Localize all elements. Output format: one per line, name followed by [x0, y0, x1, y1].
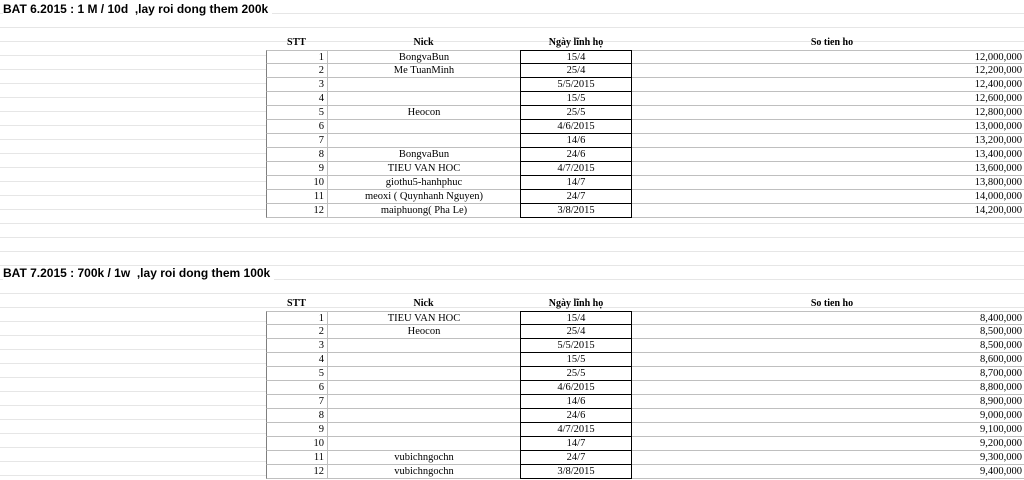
table-row: [0, 50, 1024, 64]
nick-cell[interactable]: TIEU VAN HOC: [327, 162, 520, 176]
date-cell[interactable]: 3/8/2015: [520, 204, 632, 218]
date-cell[interactable]: 14/7: [520, 437, 632, 451]
row-number-cell[interactable]: 6: [266, 120, 327, 134]
amount-cell[interactable]: 9,200,000: [632, 437, 1024, 451]
column-header-stt: STT: [287, 298, 306, 309]
amount-cell[interactable]: 12,800,000: [632, 106, 1024, 120]
amount-cell[interactable]: 12,200,000: [632, 64, 1024, 78]
table-row: [0, 92, 1024, 106]
date-cell[interactable]: 25/5: [520, 106, 632, 120]
date-cell[interactable]: 24/7: [520, 451, 632, 465]
date-cell[interactable]: 4/6/2015: [520, 120, 632, 134]
nick-cell[interactable]: BongvaBun: [327, 148, 520, 162]
amount-cell[interactable]: 8,500,000: [632, 325, 1024, 339]
date-cell[interactable]: 15/5: [520, 353, 632, 367]
row-number-cell[interactable]: 5: [266, 106, 327, 120]
nick-cell[interactable]: [327, 134, 520, 148]
nick-cell[interactable]: vubichngochn: [327, 465, 520, 479]
column-header-date: Ngày lĩnh họ: [548, 37, 604, 48]
amount-cell[interactable]: 9,000,000: [632, 409, 1024, 423]
table-row: [0, 120, 1024, 134]
table-row: [0, 134, 1024, 148]
row-number-cell[interactable]: 8: [266, 409, 327, 423]
amount-cell[interactable]: 13,600,000: [632, 162, 1024, 176]
table-row: [0, 353, 1024, 367]
nick-cell[interactable]: [327, 78, 520, 92]
amount-cell[interactable]: 8,400,000: [632, 311, 1024, 325]
date-cell[interactable]: 24/6: [520, 148, 632, 162]
date-cell[interactable]: 14/6: [520, 134, 632, 148]
column-header-amount: So tien ho: [810, 37, 854, 48]
table-row: [0, 176, 1024, 190]
table-row: [0, 162, 1024, 176]
date-cell[interactable]: 24/7: [520, 190, 632, 204]
row-number-cell[interactable]: 9: [266, 162, 327, 176]
column-header-nick: Nick: [413, 37, 434, 48]
table-row: [0, 451, 1024, 465]
table-row: [0, 148, 1024, 162]
amount-cell[interactable]: 8,900,000: [632, 395, 1024, 409]
date-cell[interactable]: 24/6: [520, 409, 632, 423]
nick-cell[interactable]: [327, 339, 520, 353]
table-row: [0, 78, 1024, 92]
amount-cell[interactable]: 12,000,000: [632, 50, 1024, 64]
amount-cell[interactable]: 12,600,000: [632, 92, 1024, 106]
table-row: [0, 437, 1024, 451]
column-header-stt: STT: [287, 37, 306, 48]
amount-cell[interactable]: 13,800,000: [632, 176, 1024, 190]
nick-cell[interactable]: [327, 395, 520, 409]
nick-cell[interactable]: [327, 92, 520, 106]
amount-cell[interactable]: 14,000,000: [632, 190, 1024, 204]
date-cell[interactable]: 4/7/2015: [520, 423, 632, 437]
nick-cell[interactable]: [327, 367, 520, 381]
date-cell[interactable]: 3/8/2015: [520, 465, 632, 479]
table-row: [0, 465, 1024, 479]
row-number-cell[interactable]: 10: [266, 176, 327, 190]
table-header: [0, 297, 1024, 311]
table-body: [0, 311, 1024, 479]
table-row: [0, 367, 1024, 381]
amount-cell[interactable]: 13,200,000: [632, 134, 1024, 148]
nick-cell[interactable]: [327, 437, 520, 451]
row-number-cell[interactable]: 6: [266, 381, 327, 395]
nick-cell[interactable]: meoxi ( Quynhanh Nguyen): [327, 190, 520, 204]
date-cell[interactable]: 4/7/2015: [520, 162, 632, 176]
amount-cell[interactable]: 8,500,000: [632, 339, 1024, 353]
row-number-cell[interactable]: 11: [266, 451, 327, 465]
table-row: [0, 311, 1024, 325]
row-number-cell[interactable]: 11: [266, 190, 327, 204]
nick-cell[interactable]: giothu5-hanhphuc: [327, 176, 520, 190]
row-number-cell[interactable]: 1: [266, 50, 327, 64]
row-number-cell[interactable]: 8: [266, 148, 327, 162]
table-row: [0, 409, 1024, 423]
column-header-date: Ngày lĩnh họ: [548, 298, 604, 309]
row-number-cell[interactable]: 3: [266, 339, 327, 353]
date-cell[interactable]: 25/4: [520, 325, 632, 339]
row-number-cell[interactable]: 7: [266, 134, 327, 148]
date-cell[interactable]: 14/6: [520, 395, 632, 409]
row-number-cell[interactable]: 2: [266, 64, 327, 78]
section-title: BAT 7.2015 : 700k / 1w ,lay roi dong them 100k: [3, 266, 274, 280]
row-number-cell[interactable]: 4: [266, 92, 327, 106]
nick-cell[interactable]: [327, 381, 520, 395]
table-row: [0, 395, 1024, 409]
amount-cell[interactable]: 9,100,000: [632, 423, 1024, 437]
table-body: [0, 50, 1024, 218]
table-row: [0, 204, 1024, 218]
nick-cell[interactable]: maiphuong( Pha Le): [327, 204, 520, 218]
date-cell[interactable]: 5/5/2015: [520, 339, 632, 353]
amount-cell[interactable]: 8,800,000: [632, 381, 1024, 395]
column-header-nick: Nick: [413, 298, 434, 309]
section-title: BAT 6.2015 : 1 M / 10d ,lay roi dong them 200k: [3, 2, 272, 16]
nick-cell[interactable]: TIEU VAN HOC: [327, 311, 520, 325]
date-cell[interactable]: 15/4: [520, 311, 632, 325]
column-header-amount: So tien ho: [810, 298, 854, 309]
nick-cell[interactable]: Heocon: [327, 106, 520, 120]
row-number-cell[interactable]: 12: [266, 465, 327, 479]
amount-cell[interactable]: 13,400,000: [632, 148, 1024, 162]
amount-cell[interactable]: 14,200,000: [632, 204, 1024, 218]
table-row: [0, 423, 1024, 437]
nick-cell[interactable]: [327, 423, 520, 437]
nick-cell[interactable]: [327, 120, 520, 134]
row-number-cell[interactable]: 5: [266, 367, 327, 381]
amount-cell[interactable]: 8,700,000: [632, 367, 1024, 381]
table-row: [0, 64, 1024, 78]
row-number-cell[interactable]: 4: [266, 353, 327, 367]
date-cell[interactable]: 4/6/2015: [520, 381, 632, 395]
row-number-cell[interactable]: 7: [266, 395, 327, 409]
row-number-cell[interactable]: 3: [266, 78, 327, 92]
date-cell[interactable]: 25/5: [520, 367, 632, 381]
row-number-cell[interactable]: 12: [266, 204, 327, 218]
amount-cell[interactable]: 9,400,000: [632, 465, 1024, 479]
row-number-cell[interactable]: 1: [266, 311, 327, 325]
table-row: [0, 190, 1024, 204]
amount-cell[interactable]: 9,300,000: [632, 451, 1024, 465]
date-cell[interactable]: 5/5/2015: [520, 78, 632, 92]
date-cell[interactable]: 15/5: [520, 92, 632, 106]
nick-cell[interactable]: Me TuanMinh: [327, 64, 520, 78]
date-cell[interactable]: 14/7: [520, 176, 632, 190]
amount-cell[interactable]: 13,000,000: [632, 120, 1024, 134]
date-cell[interactable]: 25/4: [520, 64, 632, 78]
table-row: [0, 339, 1024, 353]
amount-cell[interactable]: 12,400,000: [632, 78, 1024, 92]
table-header: [0, 36, 1024, 50]
nick-cell[interactable]: [327, 353, 520, 367]
table-row: [0, 325, 1024, 339]
nick-cell[interactable]: [327, 409, 520, 423]
nick-cell[interactable]: vubichngochn: [327, 451, 520, 465]
nick-cell[interactable]: Heocon: [327, 325, 520, 339]
date-cell[interactable]: 15/4: [520, 50, 632, 64]
row-number-cell[interactable]: 10: [266, 437, 327, 451]
amount-cell[interactable]: 8,600,000: [632, 353, 1024, 367]
row-number-cell[interactable]: 9: [266, 423, 327, 437]
table-row: [0, 106, 1024, 120]
row-number-cell[interactable]: 2: [266, 325, 327, 339]
table-row: [0, 381, 1024, 395]
nick-cell[interactable]: BongvaBun: [327, 50, 520, 64]
